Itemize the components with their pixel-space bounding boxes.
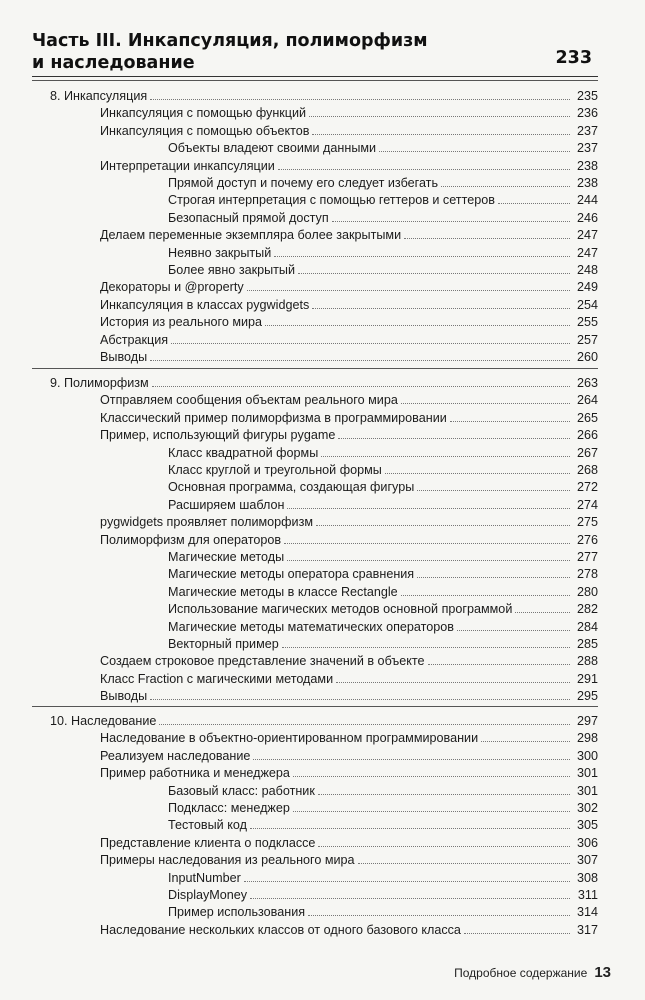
- toc-entry[interactable]: [100, 349, 598, 366]
- dot-leader: [159, 724, 570, 725]
- toc-chapter-entry[interactable]: [50, 713, 598, 730]
- toc-entry[interactable]: [168, 887, 598, 904]
- toc-entry[interactable]: [100, 653, 598, 670]
- page-footer: [454, 964, 611, 981]
- dot-leader: [450, 421, 570, 422]
- toc-entry-page: 288: [576, 654, 598, 669]
- toc-entry-page: 255: [576, 315, 598, 330]
- toc-entry-page: 275: [576, 515, 598, 530]
- dot-leader: [428, 664, 570, 665]
- dot-leader: [247, 290, 570, 291]
- toc-entry[interactable]: [168, 445, 598, 462]
- toc-entry-title: Магические методы в классе Rectangle: [168, 584, 398, 599]
- toc-entry-title: Более явно закрытый: [168, 263, 296, 277]
- toc-entry-title: Класс круглой и треугольной формы: [168, 463, 382, 477]
- toc-entry-title: Инкапсуляция с помощью объектов: [100, 123, 310, 138]
- toc-entry-page: 274: [576, 497, 598, 512]
- toc-entry-page: 236: [576, 106, 598, 121]
- toc-entry-title: InputNumber: [168, 870, 241, 885]
- toc-entry-title: Делаем переменные экземпляра более закрытыми: [100, 228, 402, 243]
- toc-entry[interactable]: [168, 601, 598, 618]
- toc-entry-page: 237: [576, 141, 598, 156]
- toc-entry-title: Основная программа, создающая фигуры: [168, 480, 415, 495]
- toc-entry-title: Объекты владеют своими данными: [168, 141, 377, 156]
- dot-leader: [309, 116, 570, 117]
- dot-leader: [358, 863, 570, 864]
- toc-entry-page: 247: [576, 228, 598, 243]
- toc-entry[interactable]: [100, 123, 598, 140]
- toc-entry[interactable]: [100, 532, 598, 549]
- toc-entry-page: 254: [576, 297, 598, 312]
- toc-entry[interactable]: [168, 192, 598, 209]
- toc-entry[interactable]: [168, 462, 598, 479]
- toc-entry-page: 249: [576, 280, 598, 295]
- dot-leader: [404, 238, 570, 239]
- toc-entry-page: 306: [576, 835, 598, 850]
- part-title-line-2: и наследование: [32, 53, 195, 73]
- dot-leader: [385, 473, 570, 474]
- toc-entry-title: Магические методы математических операторов: [168, 619, 454, 634]
- toc-entry-page: 238: [576, 158, 598, 173]
- toc-entry-page: 280: [576, 584, 598, 599]
- toc-entry-page: 265: [576, 410, 598, 425]
- toc-entry[interactable]: [100, 314, 598, 331]
- toc-entry-page: 237: [576, 123, 598, 138]
- toc-entry-page: 300: [576, 748, 598, 763]
- dot-leader: [457, 630, 570, 631]
- footer-label: Подробное содержание: [454, 966, 588, 980]
- toc-entry-title: DisplayMoney: [168, 888, 248, 902]
- toc-entry-page: 308: [576, 870, 598, 885]
- dot-leader: [293, 776, 570, 777]
- footer-page-number: 13: [594, 964, 611, 981]
- dot-leader: [274, 256, 570, 257]
- toc-entry[interactable]: [100, 852, 598, 869]
- toc-entry-title: Безопасный прямой доступ: [168, 210, 329, 225]
- part-title-line-1: Часть III. Инкапсуляция, полиморфизм: [32, 31, 428, 51]
- dot-leader: [336, 682, 570, 683]
- toc-entry[interactable]: [168, 479, 598, 496]
- dot-leader: [379, 151, 570, 152]
- toc-entry-title: Инкапсуляция в классах pygwidgets: [100, 297, 310, 312]
- toc-entry-title: pygwidgets проявляет полиморфизм: [100, 515, 313, 530]
- dot-leader: [321, 456, 570, 457]
- dot-leader: [312, 308, 570, 309]
- toc-entry[interactable]: [100, 922, 598, 939]
- dot-leader: [316, 525, 570, 526]
- dot-leader: [253, 759, 570, 760]
- dot-leader: [287, 508, 570, 509]
- toc-entry[interactable]: [100, 227, 598, 244]
- toc-entry-title: Класс квадратной формы: [168, 445, 319, 460]
- dot-leader: [318, 846, 570, 847]
- toc-entry-title: Наследование в объектно-ориентированном программировании: [100, 731, 479, 746]
- dot-leader: [481, 741, 570, 742]
- toc-entry-title: Векторный пример: [168, 637, 279, 651]
- dot-leader: [498, 203, 570, 204]
- toc-entry-page: 272: [576, 480, 598, 495]
- toc-entry-page: 301: [576, 783, 598, 798]
- toc-entry-title: Строгая интерпретация с помощью геттеров и сеттеров: [168, 193, 495, 208]
- toc-entry-page: 301: [576, 766, 598, 781]
- toc-entry[interactable]: [100, 671, 598, 688]
- toc-entry-title: Полиморфизм для операторов: [100, 532, 282, 547]
- toc-entry-title: Выводы: [100, 689, 148, 704]
- toc-entry-title: 8. Инкапсуляция: [50, 89, 148, 103]
- dot-leader: [401, 595, 570, 596]
- toc-entry-page: 277: [576, 550, 598, 564]
- dot-leader: [312, 134, 570, 135]
- toc-entry-title: Магические методы: [168, 550, 285, 564]
- dot-leader: [152, 386, 570, 387]
- toc-entry-title: Декораторы и @property: [100, 280, 244, 295]
- toc-entry-page: 246: [576, 210, 598, 225]
- toc-entry-title: Тестовый код: [168, 818, 247, 833]
- toc-entry-page: 302: [576, 801, 598, 815]
- toc-entry-page: 264: [576, 393, 598, 408]
- chapter-divider: [32, 80, 598, 81]
- toc-entry[interactable]: [168, 549, 598, 566]
- toc-chapter-entry[interactable]: [50, 88, 598, 105]
- dot-leader: [171, 343, 570, 344]
- toc-entry[interactable]: [168, 904, 598, 921]
- toc-entry[interactable]: [100, 297, 598, 314]
- toc-entry-title: Прямой доступ и почему его следует избегать: [168, 176, 439, 190]
- toc-entry-page: 284: [576, 619, 598, 634]
- toc-entry[interactable]: [100, 688, 598, 705]
- toc-entry-title: Пример использования: [168, 905, 306, 920]
- toc-entry-page: 291: [576, 671, 598, 686]
- toc-entry-page: 257: [576, 332, 598, 347]
- dot-leader: [318, 794, 570, 795]
- dot-leader: [244, 881, 570, 882]
- dot-leader: [282, 647, 570, 648]
- toc-entry-page: 298: [576, 731, 598, 746]
- toc-entry-title: Выводы: [100, 350, 148, 364]
- toc-entry-title: Неявно закрытый: [168, 245, 272, 260]
- toc-entry[interactable]: [168, 619, 598, 636]
- dot-leader: [417, 490, 570, 491]
- toc-chapter-entry[interactable]: [50, 375, 598, 392]
- toc-entry[interactable]: [168, 584, 598, 601]
- toc-entry-title: Примеры наследования из реального мира: [100, 853, 355, 868]
- toc-entry[interactable]: [168, 566, 598, 583]
- toc-entry-title: Базовый класс: работник: [168, 783, 315, 798]
- dot-leader: [265, 325, 570, 326]
- dot-leader: [278, 169, 570, 170]
- chapter-divider: [32, 368, 598, 369]
- toc-entry[interactable]: [168, 262, 598, 279]
- toc-entry-page: 314: [576, 905, 598, 920]
- dot-leader: [401, 403, 570, 404]
- toc-entry[interactable]: [100, 392, 598, 409]
- toc-entry-title: Магические методы оператора сравнения: [168, 567, 415, 582]
- toc-entry-title: Абстракция: [100, 332, 169, 347]
- dot-leader: [150, 360, 570, 361]
- toc-entry[interactable]: [168, 497, 598, 514]
- toc-entry[interactable]: [168, 817, 598, 834]
- toc-entry[interactable]: [100, 332, 598, 349]
- toc-entry-page: 285: [576, 637, 598, 651]
- toc-entry-page: 267: [576, 445, 598, 460]
- toc-entry[interactable]: [100, 427, 598, 444]
- toc-entry[interactable]: [100, 158, 598, 175]
- toc-entry-title: 10. Наследование: [50, 714, 157, 728]
- dot-leader: [250, 898, 570, 899]
- dot-leader: [417, 577, 570, 578]
- toc-entry-title: Использование магических методов основной программой: [168, 602, 513, 617]
- toc-entry-title: Пример, использующий фигуры pygame: [100, 428, 336, 443]
- toc-entry-title: Пример работника и менеджера: [100, 766, 290, 781]
- toc-entry-title: История из реального мира: [100, 315, 263, 330]
- toc-entry-title: Создаем строковое представление значений в объекте: [100, 654, 425, 669]
- toc-entry-title: Наследование нескольких классов от одного базового класса: [100, 922, 461, 937]
- toc-entry-title: 9. Полиморфизм: [50, 376, 149, 390]
- dot-leader: [441, 186, 570, 187]
- toc-entry[interactable]: [168, 800, 598, 817]
- toc-entry-page: 305: [576, 818, 598, 833]
- toc-entry-title: Представление клиента о подклассе: [100, 835, 316, 850]
- toc-entry-title: Интерпретации инкапсуляции: [100, 158, 275, 173]
- toc-entry-page: 266: [576, 428, 598, 443]
- toc-entry[interactable]: [100, 279, 598, 296]
- toc-entry-page: 311: [577, 888, 598, 902]
- toc-entry[interactable]: [100, 748, 598, 765]
- toc-entry-page: 235: [576, 89, 598, 103]
- toc-entry[interactable]: [168, 245, 598, 262]
- toc-entry-title: Расширяем шаблон: [168, 497, 285, 512]
- toc-entry-title: Инкапсуляция с помощью функций: [100, 106, 307, 121]
- toc-entry[interactable]: [168, 175, 598, 192]
- toc-entry[interactable]: [100, 835, 598, 852]
- toc-entry[interactable]: [100, 730, 598, 747]
- dot-leader: [293, 811, 570, 812]
- toc-entry-title: Класс Fraction с магическими методами: [100, 671, 334, 686]
- dot-leader: [284, 543, 570, 544]
- toc-entry-title: Классический пример полиморфизма в программировании: [100, 410, 447, 425]
- dot-leader: [150, 99, 570, 100]
- dot-leader: [287, 560, 570, 561]
- part-page-number: 233: [555, 48, 592, 68]
- toc-entry-page: 248: [576, 263, 598, 277]
- dot-leader: [464, 933, 570, 934]
- dot-leader: [332, 221, 570, 222]
- toc-entry-title: Реализуем наследование: [100, 748, 251, 763]
- toc-entry-page: 238: [576, 176, 598, 190]
- toc-entry-page: 317: [576, 922, 598, 937]
- chapter-divider: [32, 706, 598, 707]
- toc-entry-title: Подкласс: менеджер: [168, 801, 290, 815]
- toc-entry[interactable]: [168, 636, 598, 653]
- dot-leader: [150, 699, 570, 700]
- dot-leader: [308, 915, 570, 916]
- toc-entry-title: Отправляем сообщения объектам реального мира: [100, 393, 398, 408]
- toc-entry[interactable]: [100, 765, 598, 782]
- toc-entry-page: 307: [576, 853, 598, 868]
- toc-entry-page: 282: [576, 602, 598, 617]
- toc-entry-page: 244: [576, 193, 598, 208]
- toc-entry-page: 276: [576, 532, 598, 547]
- toc-entry[interactable]: [168, 210, 598, 227]
- toc-entry[interactable]: [168, 140, 598, 157]
- toc-entry-page: 295: [576, 689, 598, 704]
- toc-entry-page: 260: [576, 350, 598, 364]
- toc-entry[interactable]: [100, 514, 598, 531]
- dot-leader: [298, 273, 570, 274]
- toc-entry-page: 297: [576, 714, 598, 728]
- toc-entry-page: 278: [576, 567, 598, 582]
- dot-leader: [338, 438, 570, 439]
- toc-entry-page: 263: [576, 376, 598, 390]
- toc-entry[interactable]: [168, 783, 598, 800]
- dot-leader: [250, 828, 570, 829]
- toc-entry-page: 268: [576, 463, 598, 477]
- toc-entry-page: 247: [576, 245, 598, 260]
- dot-leader: [515, 612, 570, 613]
- toc-entry[interactable]: [100, 410, 598, 427]
- toc-entry[interactable]: [100, 105, 598, 122]
- toc-entry[interactable]: [168, 870, 598, 887]
